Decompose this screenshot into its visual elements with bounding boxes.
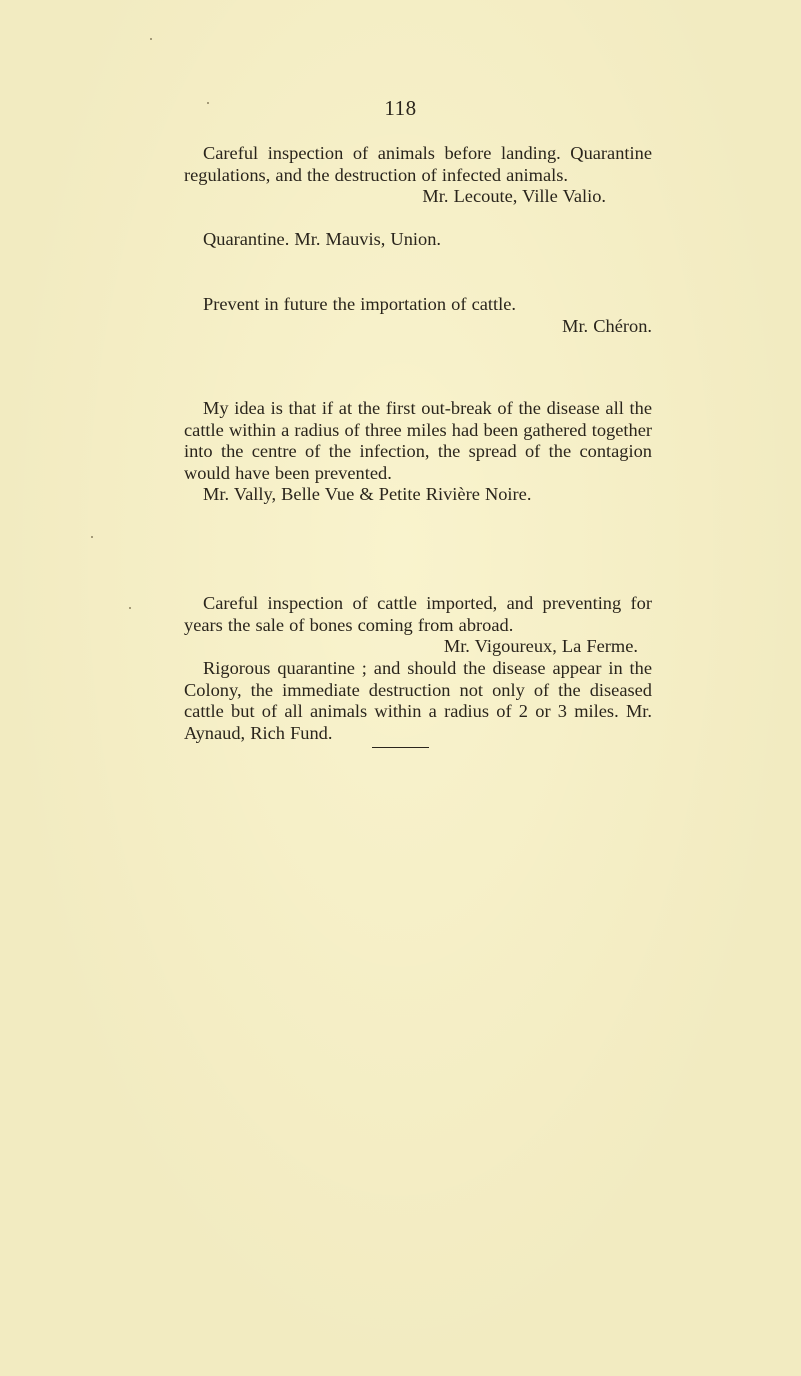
entry-3-text: Prevent in future the importation of cattle. — [203, 294, 516, 314]
entry-4 — [184, 398, 652, 506]
entry-1 — [184, 143, 652, 208]
entry-5-text: Careful inspection of cattle imported, and preventing for years the sale of bones coming from abroad. — [184, 593, 652, 635]
entry-5 — [184, 593, 652, 658]
entry-1-attribution: Mr. Lecoute, Ville Valio. — [422, 186, 606, 206]
entry-5-attribution: Mr. Vigoureux, La Ferme. — [443, 636, 638, 656]
entry-2 — [184, 229, 652, 251]
entry-6-text: Rigorous quarantine ; and should the disease appear in the Colony, the immediate destruction not only of the diseased cattle but of all animals within a radius of 2 or 3 miles. Mr. Aynaud, Rich Fund. — [184, 658, 652, 743]
page-number: 118 — [384, 96, 417, 120]
entry-3-attribution: Mr. Chéron. — [562, 315, 652, 336]
closing-rule — [372, 747, 429, 748]
entry-6 — [184, 658, 652, 744]
paper-speck — [207, 102, 209, 104]
entry-1-text: Careful inspection of animals before landing. Quarantine regulations, and the destruction of infected animals. — [184, 143, 652, 185]
paper-speck — [91, 536, 93, 538]
entry-2-text: Quarantine. Mr. Mauvis, Union. — [203, 229, 441, 249]
entry-3 — [184, 294, 652, 337]
paper-speck — [150, 38, 152, 40]
paper-speck — [129, 607, 131, 609]
entry-6-attribution: Mr. Aynaud, Rich Fund. — [184, 701, 652, 743]
entry-4-attribution: Mr. Vally, Belle Vue & Petite Rivière Noire. — [203, 484, 532, 504]
entry-4-text: My idea is that if at the first out-break of the disease all the cattle within a radius of three miles had been gathered together into the centre of the infection, the spread of the contagion would have been prevented. — [184, 398, 652, 483]
